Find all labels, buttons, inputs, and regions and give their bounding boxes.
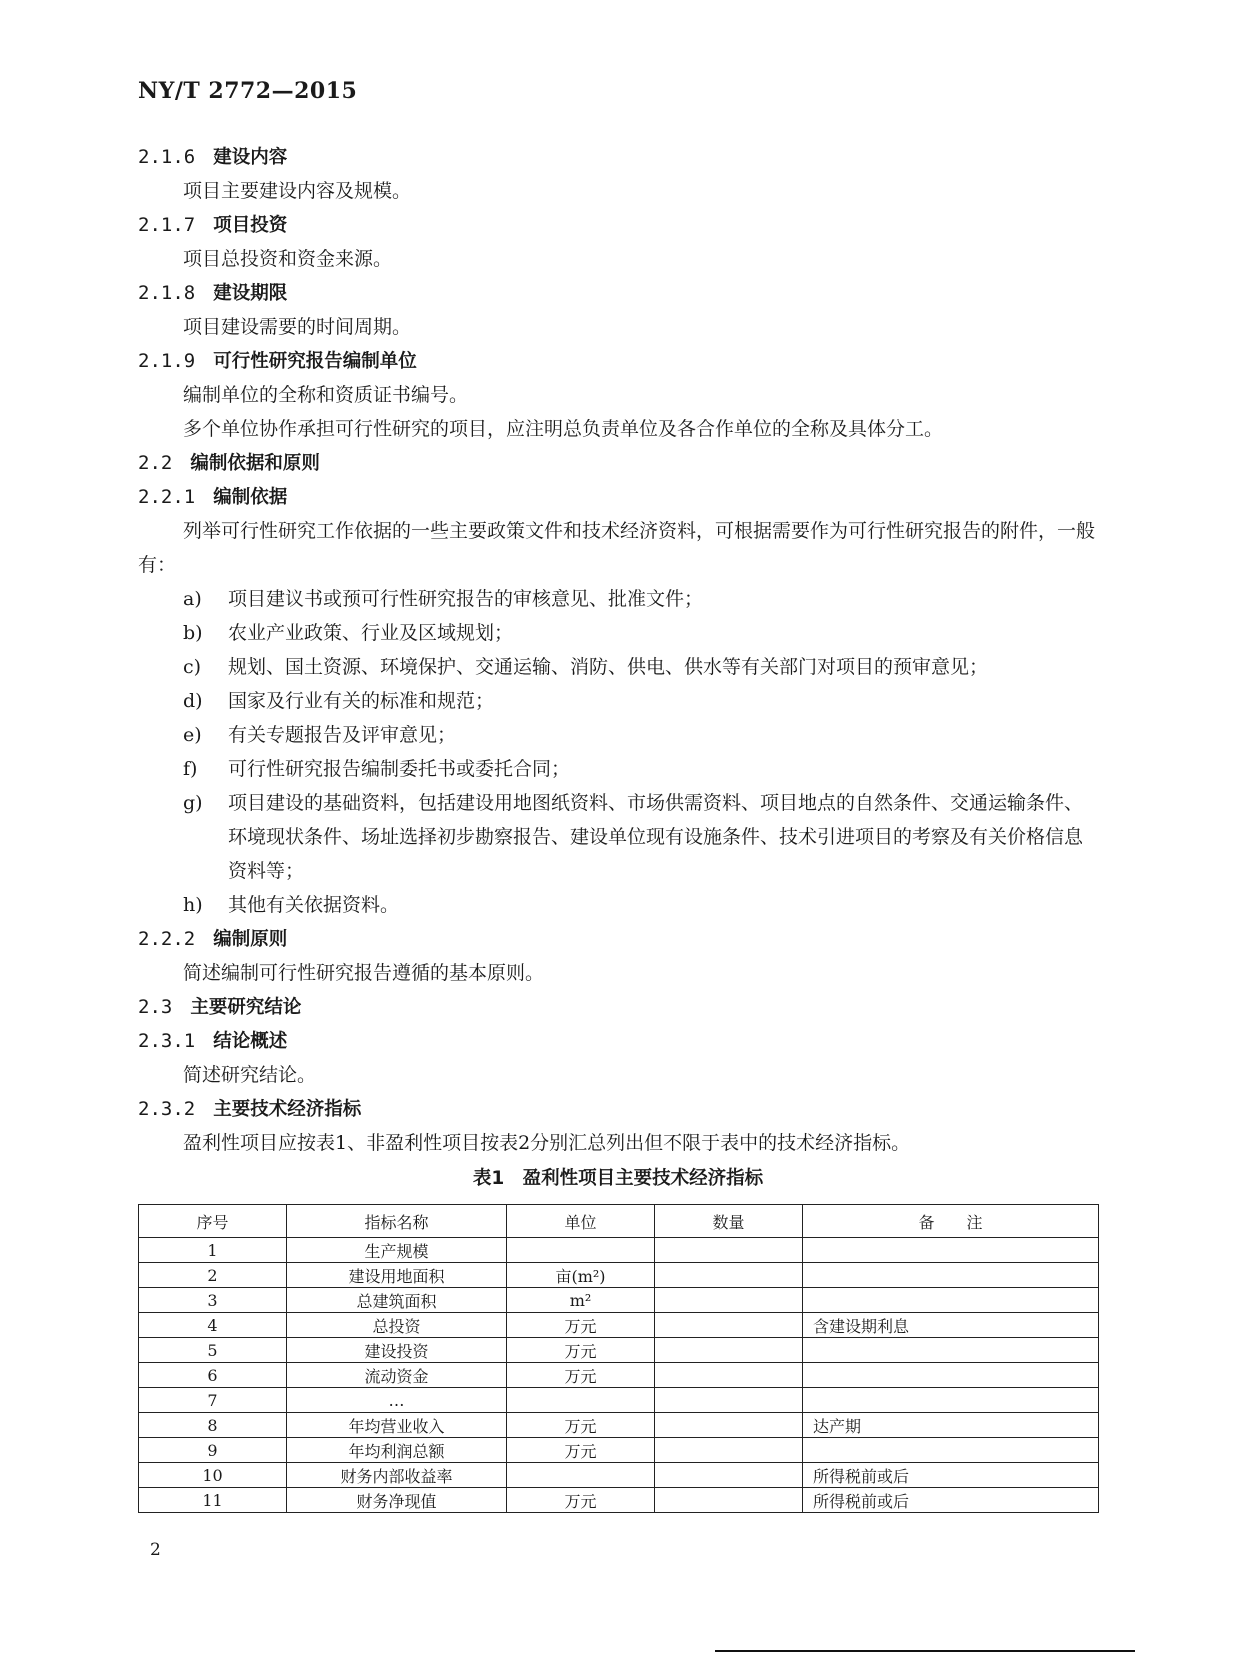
table-cell: 1	[139, 1238, 287, 1263]
heading-title: 可行性研究报告编制单位	[213, 351, 417, 372]
list-item	[183, 718, 1098, 752]
paragraph: 编制单位的全称和资质证书编号。	[183, 384, 469, 406]
table-cell: 含建设期利息	[803, 1313, 1099, 1338]
heading-number: 2.2	[138, 452, 173, 474]
page-number: 2	[150, 1540, 161, 1560]
table-row	[139, 1363, 1099, 1388]
list-item	[183, 650, 1098, 684]
table-row	[139, 1263, 1099, 1288]
table-row	[139, 1313, 1099, 1338]
heading-number: 2.2.2	[138, 928, 196, 950]
table-cell	[655, 1413, 803, 1438]
table-cell	[655, 1363, 803, 1388]
heading-title: 编制原则	[213, 929, 288, 950]
table-cell: 7	[139, 1388, 287, 1413]
table-cell	[655, 1288, 803, 1313]
heading-title: 结论概述	[213, 1031, 288, 1052]
heading-2-1-7	[138, 208, 1098, 242]
indicator-table	[138, 1204, 1099, 1513]
table-row	[139, 1288, 1099, 1313]
paragraph: 项目总投资和资金来源。	[183, 248, 393, 270]
document-body	[138, 140, 1098, 1513]
table-cell: 所得税前或后	[803, 1488, 1099, 1513]
heading-title: 建设内容	[213, 147, 288, 168]
heading-number: 2.3.2	[138, 1098, 196, 1120]
table-cell	[507, 1238, 655, 1263]
table-cell: 万元	[507, 1438, 655, 1463]
list-text: 有关专题报告及评审意见；	[228, 724, 457, 746]
list-item	[183, 888, 1098, 922]
table-cell	[803, 1388, 1099, 1413]
table-cell: 总投资	[287, 1313, 507, 1338]
table-cell: 达产期	[803, 1413, 1099, 1438]
table-cell	[803, 1238, 1099, 1263]
table-cell: 11	[139, 1488, 287, 1513]
heading-number: 2.1.8	[138, 282, 196, 304]
list-marker: b)	[183, 622, 203, 644]
header-cell: 数量	[655, 1205, 803, 1238]
table-row	[139, 1438, 1099, 1463]
heading-2-3-1	[138, 1024, 1098, 1058]
sections-2-1	[138, 140, 1098, 446]
table-cell: 年均利润总额	[287, 1438, 507, 1463]
table-cell: 建设用地面积	[287, 1263, 507, 1288]
paragraph: 简述研究结论。	[183, 1064, 317, 1086]
table-cell: 财务净现值	[287, 1488, 507, 1513]
list-marker: e)	[183, 724, 202, 746]
table-cell	[655, 1313, 803, 1338]
table-cell: 生产规模	[287, 1238, 507, 1263]
table-cell	[655, 1263, 803, 1288]
table-cell: 万元	[507, 1338, 655, 1363]
header-cell: 单位	[507, 1205, 655, 1238]
heading-title: 主要技术经济指标	[213, 1099, 362, 1120]
list-marker: c)	[183, 656, 202, 678]
table-cell	[655, 1438, 803, 1463]
table-cell	[507, 1388, 655, 1413]
table-cell: 流动资金	[287, 1363, 507, 1388]
table-row	[139, 1238, 1099, 1263]
list-text: 项目建议书或预可行性研究报告的审核意见、批准文件；	[228, 588, 704, 610]
header-cell: 指标名称	[287, 1205, 507, 1238]
table-cell: 3	[139, 1288, 287, 1313]
list-marker: a)	[183, 588, 202, 610]
heading-title: 项目投资	[213, 215, 288, 236]
table-cell	[803, 1288, 1099, 1313]
table-cell	[655, 1463, 803, 1488]
list-marker: d)	[183, 690, 203, 712]
table-row	[139, 1413, 1099, 1438]
heading-2-2-1	[138, 480, 1098, 514]
heading-number: 2.1.9	[138, 350, 196, 372]
paragraph: 项目建设需要的时间周期。	[183, 316, 412, 338]
paragraph: 简述编制可行性研究报告遵循的基本原则。	[183, 962, 545, 984]
table-row	[139, 1488, 1099, 1513]
table-cell	[655, 1488, 803, 1513]
standard-code: NY/T 2772—2015	[138, 78, 358, 104]
table-cell	[803, 1438, 1099, 1463]
heading-number: 2.3.1	[138, 1030, 196, 1052]
list-text: 其他有关依据资料。	[228, 894, 400, 916]
paragraph: 盈利性项目应按表1、非盈利性项目按表2分别汇总列出但不限于表中的技术经济指标。	[183, 1132, 911, 1154]
table-cell: 10	[139, 1463, 287, 1488]
list-text: 农业产业政策、行业及区域规划；	[228, 622, 514, 644]
table-cell: 亩(m²)	[507, 1263, 655, 1288]
table-cell	[803, 1263, 1099, 1288]
table-cell: 年均营业收入	[287, 1413, 507, 1438]
footer-rule	[715, 1650, 1135, 1652]
table-cell: 建设投资	[287, 1338, 507, 1363]
table-cell: 财务内部收益率	[287, 1463, 507, 1488]
heading-title: 主要研究结论	[190, 997, 302, 1018]
table-title: 表1 盈利性项目主要技术经济指标	[472, 1168, 764, 1189]
table-body	[139, 1238, 1099, 1513]
table-cell: 4	[139, 1313, 287, 1338]
heading-2-2	[138, 446, 1098, 480]
basis-list	[138, 582, 1098, 922]
heading-2-1-6	[138, 140, 1098, 174]
table-cell: 所得税前或后	[803, 1463, 1099, 1488]
list-item	[183, 582, 1098, 616]
table-cell	[803, 1338, 1099, 1363]
list-text: 国家及行业有关的标准和规范；	[228, 690, 495, 712]
table-header-row	[139, 1205, 1099, 1238]
table-row	[139, 1463, 1099, 1488]
list-text: 规划、国土资源、环境保护、交通运输、消防、供电、供水等有关部门对项目的预审意见；	[228, 656, 989, 678]
paragraph: 多个单位协作承担可行性研究的项目，应注明总负责单位及各合作单位的全称及具体分工。	[183, 418, 944, 440]
list-item	[183, 752, 1098, 786]
paragraph-basis-intro: 列举可行性研究工作依据的一些主要政策文件和技术经济资料，可根据需要作为可行性研究报告的附件，一般有：	[138, 520, 1096, 576]
heading-number: 2.3	[138, 996, 173, 1018]
table-row	[139, 1388, 1099, 1413]
list-text: 项目建设的基础资料，包括建设用地图纸资料、市场供需资料、项目地点的自然条件、交通运输条件、环境现状条件、场址选择初步勘察报告、建设单位现有设施条件、技术引进项目的考察及有关价格信息资料等；	[228, 792, 1084, 882]
table-cell: 6	[139, 1363, 287, 1388]
heading-2-3	[138, 990, 1098, 1024]
list-item	[183, 616, 1098, 650]
heading-title: 建设期限	[213, 283, 288, 304]
table-cell: m²	[507, 1288, 655, 1313]
heading-title: 编制依据和原则	[190, 453, 320, 474]
heading-2-3-2	[138, 1092, 1098, 1126]
heading-2-2-2	[138, 922, 1098, 956]
table-row	[139, 1338, 1099, 1363]
table-cell: 5	[139, 1338, 287, 1363]
list-text: 可行性研究报告编制委托书或委托合同；	[228, 758, 571, 780]
table-cell: 9	[139, 1438, 287, 1463]
heading-number: 2.2.1	[138, 486, 196, 508]
heading-2-1-9	[138, 344, 1098, 378]
table-cell	[655, 1338, 803, 1363]
heading-number: 2.1.6	[138, 146, 196, 168]
heading-title: 编制依据	[213, 487, 288, 508]
paragraph: 项目主要建设内容及规模。	[183, 180, 412, 202]
list-marker: g)	[183, 792, 203, 814]
list-item	[183, 786, 1098, 888]
table-cell	[507, 1463, 655, 1488]
table-cell	[655, 1388, 803, 1413]
header-cell: 备 注	[803, 1205, 1099, 1238]
list-marker: f)	[183, 758, 198, 780]
heading-number: 2.1.7	[138, 214, 196, 236]
list-item	[183, 684, 1098, 718]
table-cell: 总建筑面积	[287, 1288, 507, 1313]
table-cell: 万元	[507, 1488, 655, 1513]
table-cell: 万元	[507, 1363, 655, 1388]
table-cell: 万元	[507, 1413, 655, 1438]
table-cell	[655, 1238, 803, 1263]
table-cell: 8	[139, 1413, 287, 1438]
header-cell: 序号	[139, 1205, 287, 1238]
table-cell	[803, 1363, 1099, 1388]
heading-2-1-8	[138, 276, 1098, 310]
list-marker: h)	[183, 894, 203, 916]
table-cell: …	[287, 1388, 507, 1413]
table-cell: 2	[139, 1263, 287, 1288]
table-cell: 万元	[507, 1313, 655, 1338]
